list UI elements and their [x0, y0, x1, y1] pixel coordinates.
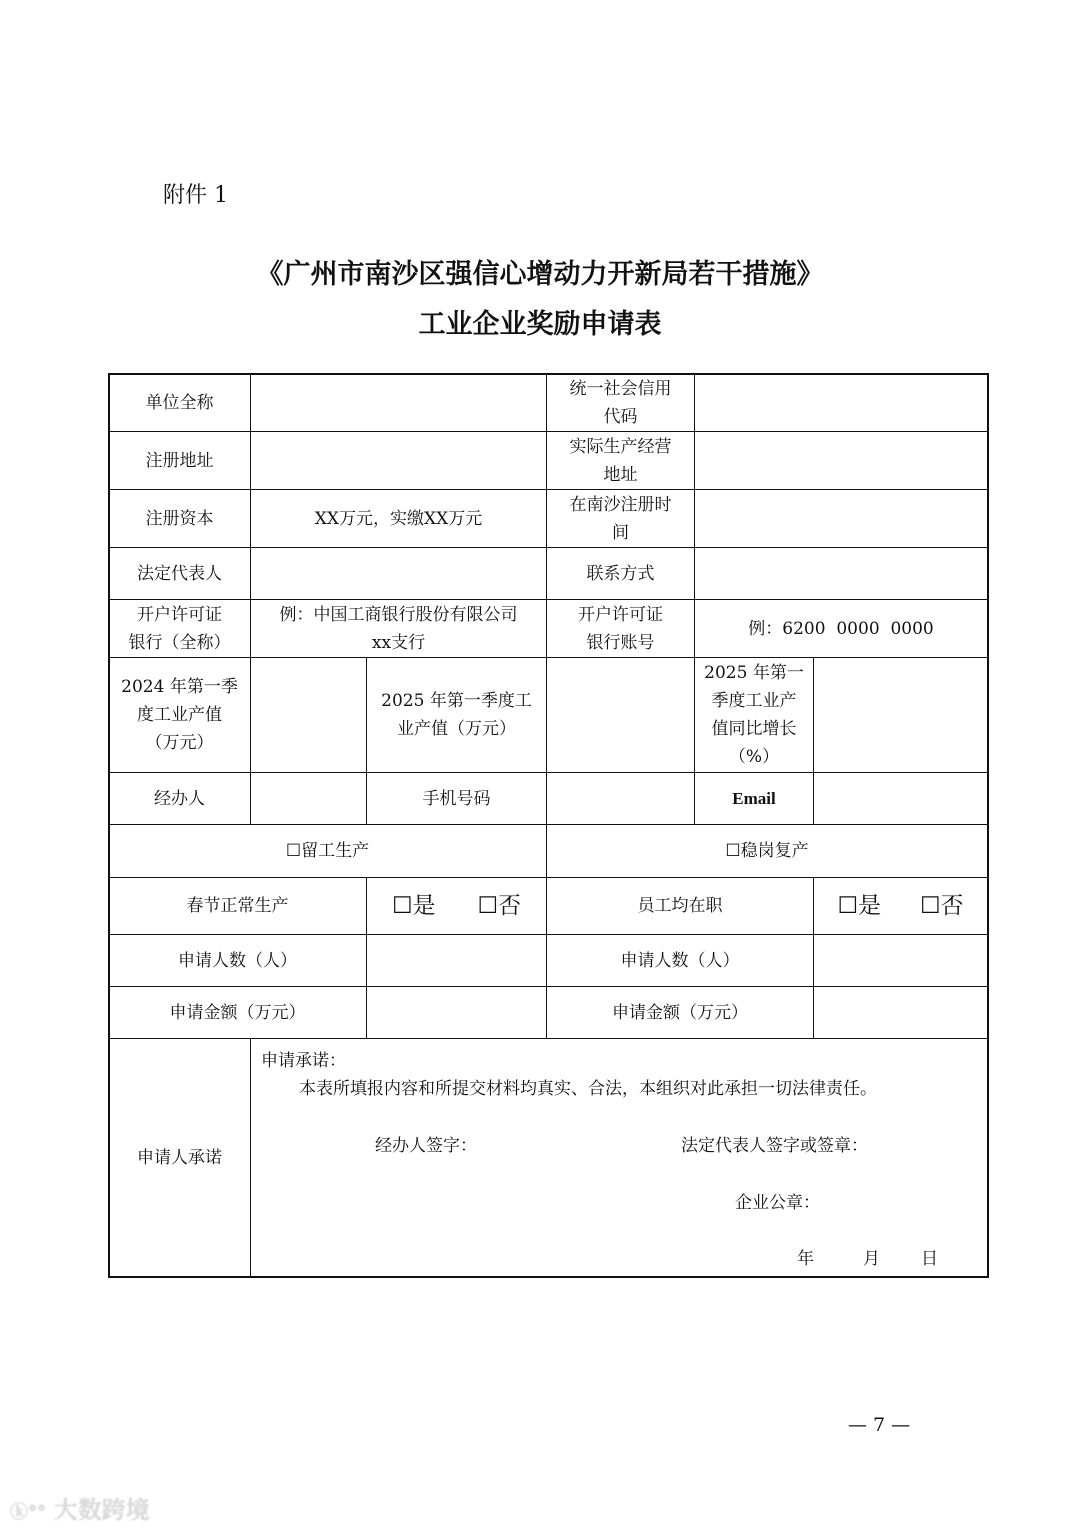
field-reg-time[interactable] [694, 489, 988, 548]
label-bank: 开户许可证 银行（全称） [108, 599, 251, 658]
date-year: 年 [797, 1249, 814, 1269]
title-line-1: 《广州市南沙区强信心增动力开新局若干措施》 [256, 259, 824, 290]
handler-signature[interactable]: 经办人签字： [375, 1136, 477, 1156]
field-apply-amount[interactable] [366, 986, 547, 1039]
field-growth[interactable] [813, 657, 988, 773]
label-apply-amount-2: 申请金额（万元） [546, 986, 814, 1039]
date-day: 日 [921, 1249, 938, 1269]
field-email[interactable] [813, 772, 988, 825]
label-legal-rep: 法定代表人 [108, 547, 251, 600]
promise-text: 本表所填报内容和所提交材料均真实、合法，本组织对此承担一切法律责任。 [299, 1079, 877, 1099]
field-applicants-count[interactable] [366, 934, 547, 987]
label-staff-on-duty: 员工均在职 [546, 877, 814, 935]
staff-on-duty-options [813, 877, 988, 935]
field-reg-capital[interactable]: XX万元，实缴XX万元 [250, 489, 547, 548]
label-output-2024: 2024 年第一季 度工业产值 （万元） [108, 657, 251, 773]
label-applicants-count-2: 申请人数（人） [546, 934, 814, 987]
field-credit-code[interactable] [694, 373, 988, 432]
promise-title: 申请承诺： [261, 1051, 346, 1071]
field-output-2024[interactable] [250, 657, 367, 773]
checkbox-yes[interactable]: ☐是 [391, 893, 436, 919]
field-bank[interactable]: 例：中国工商银行股份有限公司 xx支行 [250, 599, 547, 658]
checkbox-stable-jobs[interactable]: ☐稳岗复产 [546, 824, 988, 878]
label-account: 开户许可证 银行账号 [546, 599, 695, 658]
title-line-2: 工业企业奖励申请表 [418, 309, 662, 340]
label-applicants-count: 申请人数（人） [108, 934, 367, 987]
label-reg-address: 注册地址 [108, 431, 251, 490]
label-reg-time: 在南沙注册时 间 [546, 489, 695, 548]
label-growth: 2025 年第一 季度工业产 值同比增长 （%） [694, 657, 814, 773]
label-phone: 手机号码 [366, 772, 547, 825]
promise-section [250, 1038, 988, 1277]
field-output-2025[interactable] [546, 657, 695, 773]
label-promise: 申请人承诺 [108, 1038, 251, 1277]
watermark-logo: ⓚ°° 大数跨境 [10, 1496, 150, 1524]
label-credit-code: 统一社会信用 代码 [546, 373, 695, 432]
field-legal-rep[interactable] [250, 547, 547, 600]
label-email: Email [694, 772, 814, 825]
label-handler: 经办人 [108, 772, 251, 825]
label-apply-amount: 申请金额（万元） [108, 986, 367, 1039]
checkbox-yes[interactable]: ☐是 [837, 893, 882, 919]
field-account[interactable]: 例：6200 0000 0000 [694, 599, 988, 658]
attachment-label: 附件 1 [163, 183, 228, 208]
field-applicants-count-2[interactable] [813, 934, 988, 987]
date-month: 月 [863, 1249, 880, 1269]
label-output-2025: 2025 年第一季度工 业产值（万元） [366, 657, 547, 773]
field-unit-name[interactable] [250, 373, 547, 432]
spring-production-options [366, 877, 547, 935]
checkbox-no[interactable]: ☐否 [477, 893, 522, 919]
label-actual-address: 实际生产经营 地址 [546, 431, 695, 490]
field-handler[interactable] [250, 772, 367, 825]
field-apply-amount-2[interactable] [813, 986, 988, 1039]
legal-rep-signature[interactable]: 法定代表人签字或签章： [681, 1136, 868, 1156]
company-seal[interactable]: 企业公章： [735, 1193, 820, 1213]
page-number: — 7 — [848, 1414, 911, 1436]
field-phone[interactable] [546, 772, 695, 825]
field-reg-address[interactable] [250, 431, 547, 490]
label-spring-production: 春节正常生产 [108, 877, 367, 935]
label-unit-name: 单位全称 [108, 373, 251, 432]
label-contact: 联系方式 [546, 547, 695, 600]
field-actual-address[interactable] [694, 431, 988, 490]
field-contact[interactable] [694, 547, 988, 600]
checkbox-no[interactable]: ☐否 [919, 893, 964, 919]
label-reg-capital: 注册资本 [108, 489, 251, 548]
checkbox-stay-production[interactable]: ☐留工生产 [108, 824, 547, 878]
